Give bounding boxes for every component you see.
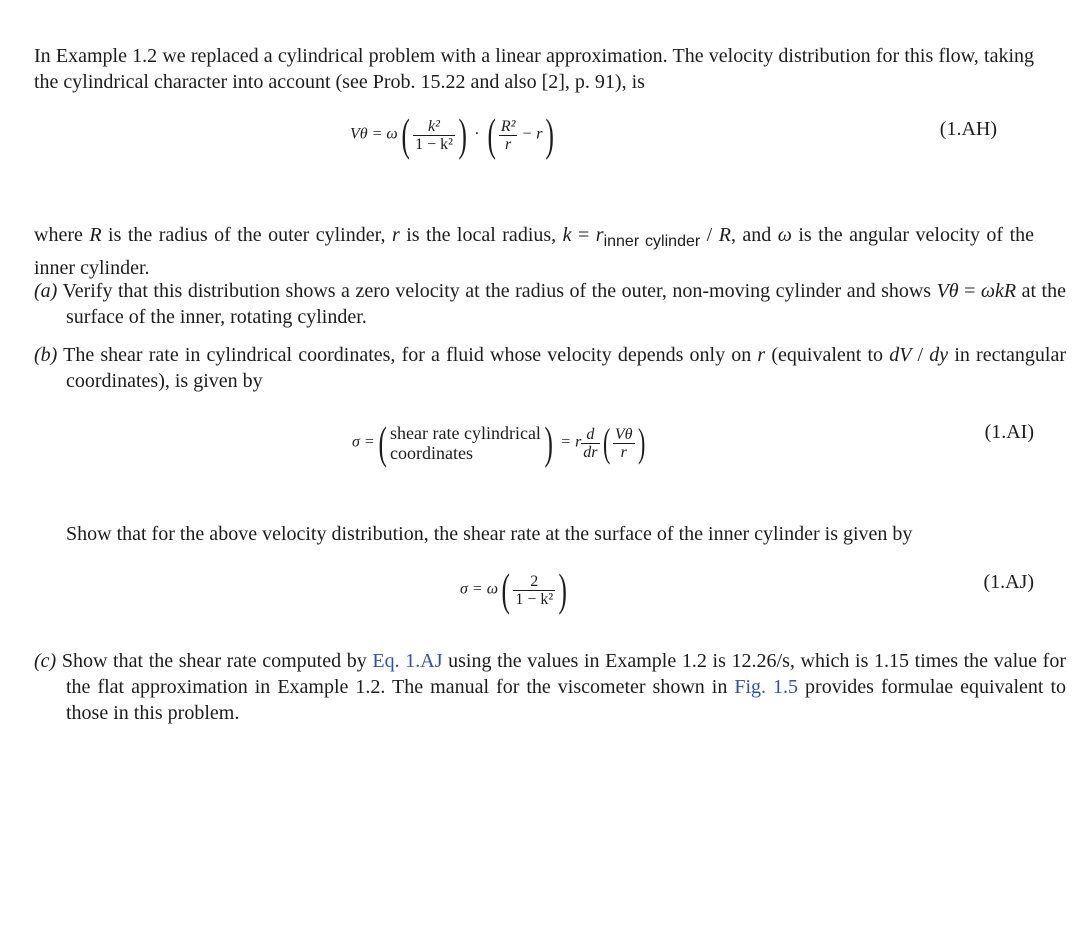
part-a xyxy=(34,278,1066,330)
eq-ah-frac2 xyxy=(499,118,518,153)
equation-1ah: Vθ = ω( $\frac{\text{k²}}{\text{1 − k²}}$ ) · ( $\frac{\text{R²}}{r}$ − r) xyxy=(350,109,555,160)
where-text-6: , and xyxy=(730,224,778,246)
eq-aj-frac xyxy=(513,573,555,608)
part-b-dv: dV xyxy=(889,344,912,366)
eq-1aj-link[interactable]: Eq. 1.AJ xyxy=(372,650,443,672)
part-b-text-4: in rectangular coordinates), is given by xyxy=(66,344,1066,392)
eq-ai-d-den: dr xyxy=(583,443,598,461)
part-b-text-3: / xyxy=(911,344,930,366)
eq-ah-frac2-den: r xyxy=(505,135,512,153)
eq-aj-lhs: σ = ω xyxy=(460,580,498,598)
eq-ah-frac2-num: R² xyxy=(500,117,516,135)
where-text-1: where xyxy=(34,224,90,246)
where-subscript: inner cylinder xyxy=(603,233,701,250)
part-a-text-1: Verify that this distribution shows a zero velocity at the radius of the outer, non-moving cylinder and shows xyxy=(57,280,937,302)
part-b-text-1: The shear rate in cylindrical coordinates, for a fluid whose velocity depends only on xyxy=(57,344,758,366)
where-r-inner: r xyxy=(595,224,604,246)
eq-ai-dfrac xyxy=(581,426,599,461)
eq-ah-dot: · xyxy=(474,125,480,143)
where-text-2: is the radius of the outer cylinder, xyxy=(101,224,392,246)
part-b-dy: dy xyxy=(929,344,949,366)
eq-ah-frac1 xyxy=(413,118,455,153)
part-c-text-3: provides formulae equivalent to those in this problem. xyxy=(66,676,1066,724)
part-a-text-2: = xyxy=(958,280,981,302)
where-omega: ω xyxy=(777,224,792,246)
eq-ah-frac1-num: k² xyxy=(413,118,455,136)
eq-ah-minus-r: − r xyxy=(521,125,543,143)
where-text-3: is the local radius, xyxy=(399,224,563,246)
eq-ai-d-num: d xyxy=(581,426,599,444)
part-a-text-3: at the surface of the inner, rotating cylinder. xyxy=(66,280,1066,328)
equation-1aj: σ = ω( $\frac{2}{\text{1 − k²}}$ ) xyxy=(460,564,568,615)
eq-ai-vfrac xyxy=(613,426,635,461)
eq-ai-line2: coordinates xyxy=(390,443,473,463)
eq-ai-line1: shear rate cylindrical xyxy=(390,423,541,443)
where-k: k xyxy=(562,224,572,246)
fig-1-5-link[interactable]: Fig. 1.5 xyxy=(734,676,799,698)
eq-ah-frac1-den: 1 − k² xyxy=(415,135,453,153)
where-r: r xyxy=(391,224,400,246)
where-text-5: / xyxy=(700,224,719,246)
eq-aj-num: 2 xyxy=(513,573,555,591)
where-text-7: is the angular velocity of the inner cylinder. xyxy=(34,224,1035,279)
equation-1ai: σ =( shear rate cylindrical coordinates ) = r $\frac{d}{dr}$ ( $\frac{V\theta}{r}$ ) xyxy=(352,417,645,468)
where-R2: R xyxy=(718,224,731,246)
part-b-text-2: (equivalent to xyxy=(765,344,890,366)
where-R: R xyxy=(89,224,102,246)
part-c-text-1: Show that the shear rate computed by xyxy=(56,650,373,672)
intro-paragraph xyxy=(34,43,1034,95)
part-b xyxy=(34,342,1066,394)
part-a-v: Vθ xyxy=(936,280,959,302)
part-c-label: (c) xyxy=(34,650,57,672)
part-b-label: (b) xyxy=(34,344,58,366)
part-c-text-2: using the values in Example 1.2 is 12.26/s, which is 1.15 times the value for the flat approximation in Example 1.2. The manual for the viscometer shown in xyxy=(66,650,1066,698)
part-a-wkr: ωkR xyxy=(980,280,1017,302)
eq-ai-v-num: Vθ xyxy=(614,425,633,443)
where-paragraph xyxy=(34,222,1034,281)
where-text-4: = xyxy=(571,224,596,246)
intro-text: In Example 1.2 we replaced a cylindrical problem with a linear approximation. The velocity distribution for this flow, taking the cylindrical character into account (see Prob. 15.22 and also [2], p. 91), is xyxy=(34,45,1034,93)
eq-ah-label: (1.AH) xyxy=(939,118,997,140)
eq-aj-label: (1.AJ) xyxy=(983,571,1034,593)
part-a-label: (a) xyxy=(34,280,58,302)
eq-ai-stack xyxy=(390,423,541,463)
part-b-r: r xyxy=(757,344,766,366)
part-c xyxy=(34,648,1066,726)
eq-ai-label: (1.AI) xyxy=(984,421,1034,443)
show-paragraph xyxy=(66,521,1036,547)
eq-ai-eq: = r xyxy=(560,433,582,451)
eq-aj-den: 1 − k² xyxy=(515,590,554,608)
eq-ai-lhs: σ = xyxy=(352,433,375,451)
eq-ai-v-den: r xyxy=(620,443,627,461)
eq-ah-lhs: Vθ = ω xyxy=(350,125,398,143)
show-text: Show that for the above velocity distribution, the shear rate at the surface of the inner cylinder is given by xyxy=(66,523,913,545)
